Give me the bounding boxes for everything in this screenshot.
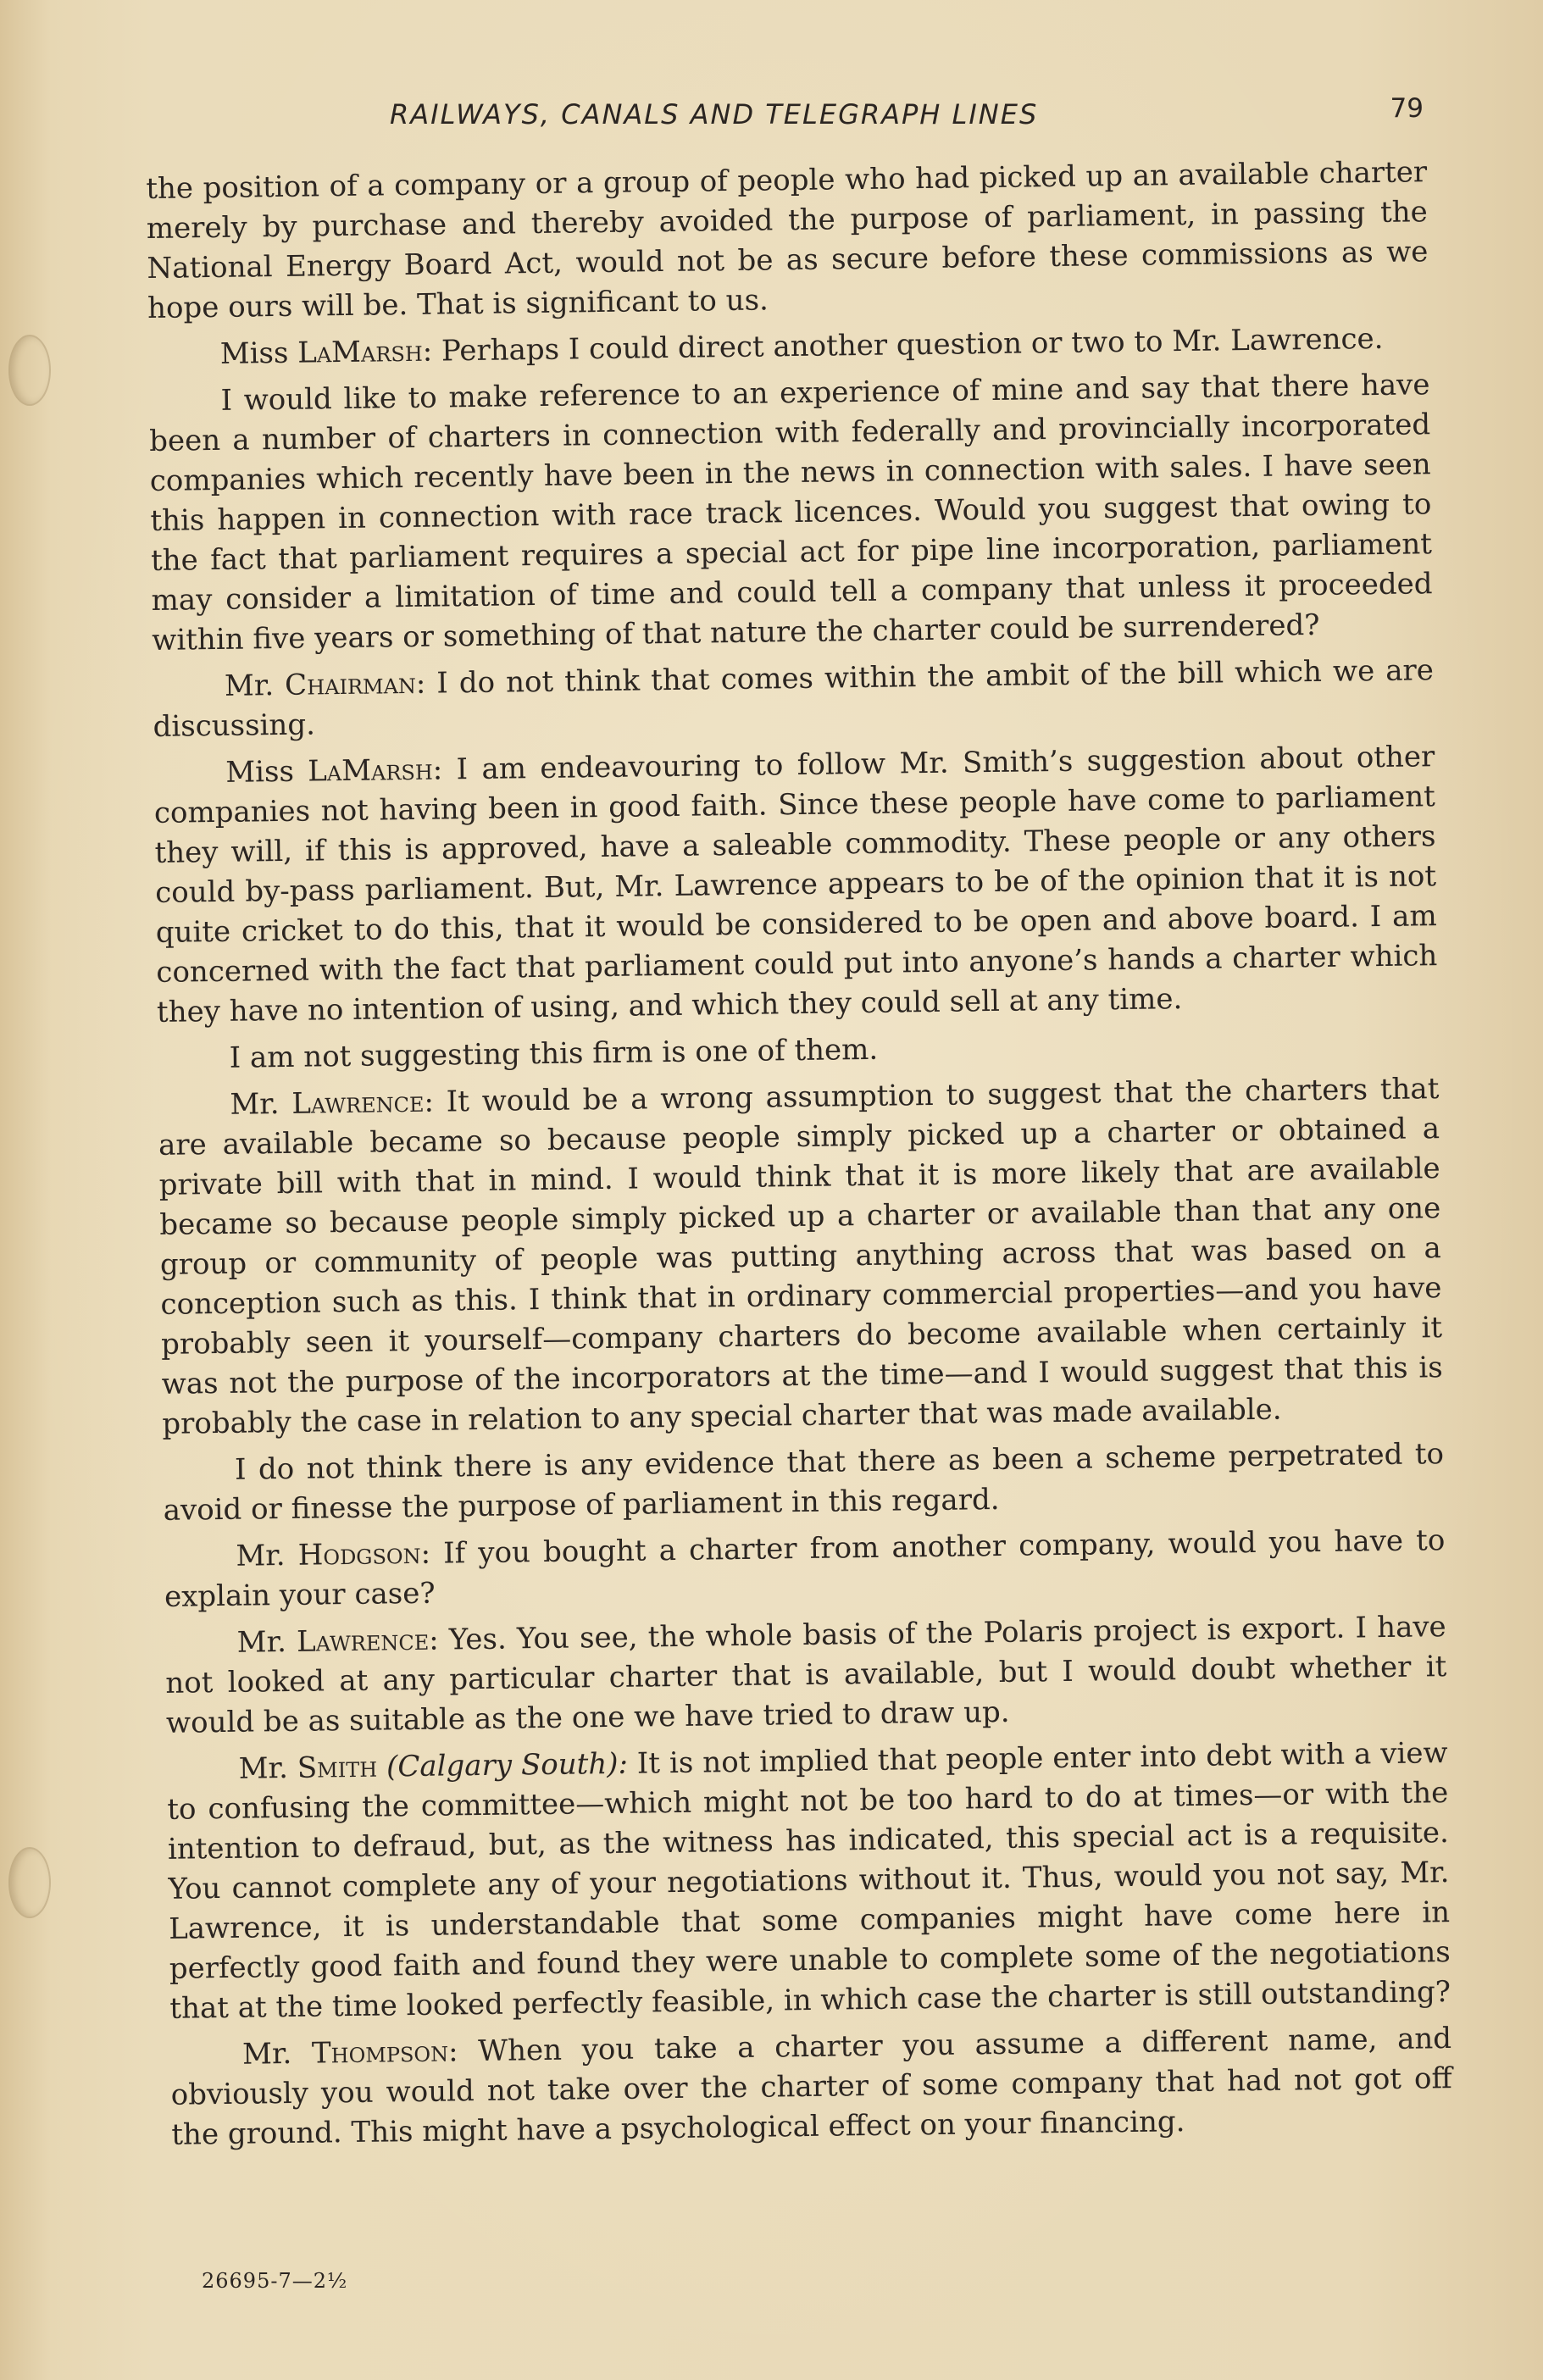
paragraph [163, 1434, 1445, 1531]
binding-hole-mark [8, 335, 51, 406]
body-text [146, 153, 1453, 2162]
paragraph [153, 651, 1435, 747]
paragraph-text: I do not think that comes within the ambit of the bill which we are discussing. [153, 653, 1435, 744]
paragraph [146, 153, 1429, 329]
running-title: RAILWAYS, CANALS AND TELEGRAPH LINES [390, 98, 1039, 130]
print-signature-code: 26695-7—2½ [202, 2269, 348, 2293]
paragraph [148, 365, 1433, 661]
paragraph [164, 1521, 1446, 1617]
paragraph [148, 319, 1429, 375]
page-header [390, 93, 1440, 144]
paragraph-text: Yes. You see, the whole basis of the Polaris project is export. I have not looked at any particular charter that is available, but I would doubt whether it would be as suitable as the one we have tried to draw up. [165, 1610, 1447, 1740]
paragraph [170, 2019, 1453, 2155]
paragraph-text: Perhaps I could direct another question or two to Mr. Lawrence. [431, 321, 1384, 369]
speaker-name: Mr. Lawrence: [236, 1623, 439, 1660]
paragraph [166, 1734, 1451, 2029]
paragraph [158, 1069, 1443, 1445]
speaker-name: Miss LaMarsh: [219, 334, 433, 371]
paragraph-text: the position of a company or a group of people who had picked up an available charter merely by purchase and thereby avoided the purpose of parliament, in passing the National Energy Board Act, would not be as secure before these commissions as we hope ours will be. That is significant to us. [146, 155, 1429, 325]
speaker-name: Mr. Thompson: [241, 2034, 458, 2072]
paragraph-text: I would like to make reference to an experience of mine and say that there have been a number of charters in connection with federally and provincially incorporated companies which recently have been in the news in connection with sales. I have seen this happen in connection with race track licences. Would you suggest that owing to the fact that parliament requires a special act for pipe line incorporation, parliament may consider a limitation of time and could tell a company that unless it proceeded within five years or something of that nature the charter could be surrendered? [148, 368, 1433, 657]
paragraph-text: If you bought a charter from another company, would you have to explain your case? [164, 1523, 1446, 1614]
paragraph-text: I do not think there is any evidence that there as been a scheme perpetrated to avoid or finesse the purpose of parliament in this regard. [163, 1437, 1445, 1528]
paragraph-text: When you take a charter you assume a different name, and obviously you would not take over the charter of some company that had not got off the ground. This might have a psychological effect on your financing. [170, 2022, 1452, 2152]
paragraph [157, 1023, 1438, 1079]
paragraph [164, 1607, 1447, 1744]
speaker-name: Mr. Smith (Calgary South): [238, 1746, 629, 1786]
paragraph-text: I am not suggesting this firm is one of them. [229, 1032, 879, 1075]
speaker-name: Mr. Hodgson: [236, 1536, 431, 1573]
paragraph [153, 737, 1438, 1033]
paragraph-text: I am endeavouring to follow Mr. Smith’s suggestion about other companies not having been in good faith. Since these people have come to parliament they will, if this is approved, have a saleable commodity. These people or any others could by-pass parliament. But, Mr. Lawrence appears to be of the opinion that it is not quite cricket to do this, that it would be considered to be open and above board. I am concerned with the fact that parliament could put into anyone’s hands a charter which they have no intention of using, and which they could sell at any time. [153, 740, 1438, 1029]
speaker-name: Mr. Chairman: [224, 666, 426, 703]
page-number: 79 [1390, 93, 1424, 124]
paragraph-text: It is not implied that people enter into debt with a view to confusing the committee—which might not be too hard to do at times—or with the intention to defraud, but, as the witness has indicated, this special act is a requisite. You cannot complete any of your negotiations without it. Thus, would you not say, Mr. Lawrence, it is understandable that some companies might have come here in perfectly good faith and found they were unable to complete some of the negotiations that at the time looked perfectly feasible, in which case the charter is still outstanding? [167, 1736, 1451, 2026]
binding-hole-mark [8, 1847, 51, 1918]
speaker-name: Miss LaMarsh: [225, 752, 443, 790]
paragraph-text: It would be a wrong assumption to suggest that the charters that are available became so because people simply picked up a charter or obtained a private bill with that in mind. I would think that it is more likely that are available became so because people simply picked up a charter or available than that any one group or community of people was putting anything across that was based on a conception such as this. I think that in ordinary commercial properties—and you have probably seen it yourself—company charters do become available when certainly it was not the purpose of the incorporators at the time—and I would suggest that this is probably the case in relation to any special charter that was made available. [158, 1072, 1443, 1441]
speaker-name: Mr. Lawrence: [230, 1085, 435, 1122]
